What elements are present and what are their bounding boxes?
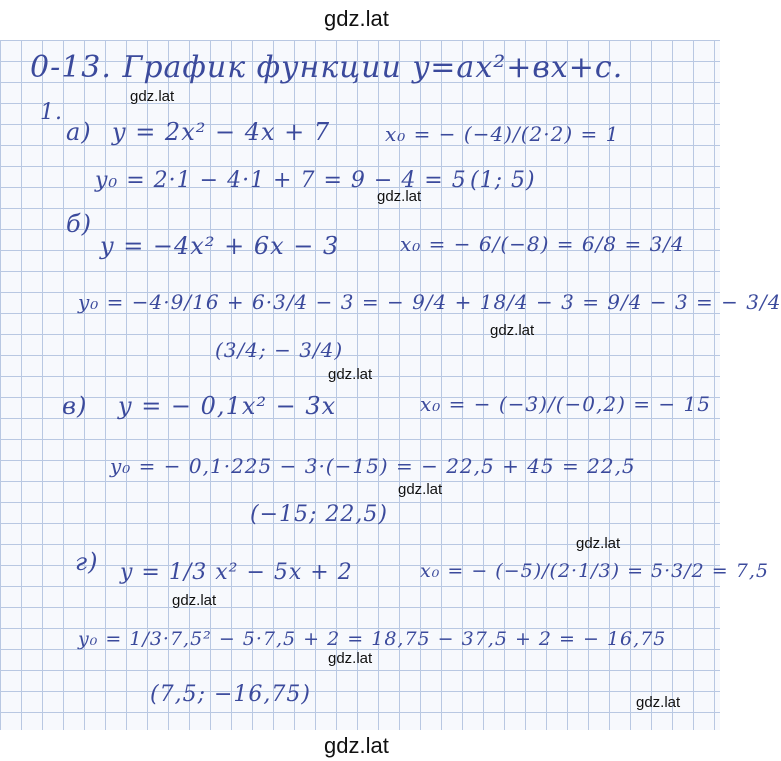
watermark: gdz.lat (377, 188, 422, 205)
watermark-bottom: gdz.lat (324, 733, 389, 758)
part-a-function: y = 2x² − 4x + 7 (112, 118, 331, 146)
watermark: gdz.lat (328, 650, 373, 667)
watermark: gdz.lat (576, 535, 621, 552)
title: 0-13. График функции y=ax²+вx+c. (30, 50, 624, 85)
part-b-x0: x₀ = − 6/(−8) = 6/8 = 3/4 (400, 232, 685, 256)
watermark: gdz.lat (490, 322, 535, 339)
part-d-label: г) (75, 548, 99, 576)
part-a-y0: y₀ = 2·1 − 4·1 + 7 = 9 − 4 = 5 (95, 168, 467, 193)
part-a-point: (1; 5) (470, 168, 536, 193)
part-b-function: y = −4x² + 6x − 3 (100, 232, 340, 260)
problem-number: 1. (40, 100, 63, 125)
part-c-x0: x₀ = − (−3)/(−0,2) = − 15 (420, 392, 711, 416)
part-b-point: (3/4; − 3/4) (215, 338, 344, 362)
part-b-y0: y₀ = −4·9/16 + 6·3/4 − 3 = − 9/4 + 18/4 − 3 = 9/4 − 3 = − 3/4 (78, 290, 781, 314)
part-d-function: y = 1/3 x² − 5x + 2 (120, 560, 353, 585)
part-c-function: y = − 0,1x² − 3x (118, 392, 337, 420)
part-d-y0: y₀ = 1/3·7,5² − 5·7,5 + 2 = 18,75 − 37,5 + 2 = − 16,75 (78, 628, 667, 650)
watermark-top: gdz.lat (324, 6, 389, 31)
watermark: gdz.lat (398, 481, 443, 498)
part-c-label: в) (62, 392, 88, 420)
watermark: gdz.lat (172, 592, 217, 609)
watermark: gdz.lat (636, 694, 681, 711)
part-c-point: (−15; 22,5) (250, 502, 388, 527)
watermark: gdz.lat (130, 88, 175, 105)
part-a-x0: x₀ = − (−4)/(2·2) = 1 (385, 122, 620, 146)
part-d-point: (7,5; −16,75) (150, 682, 311, 707)
part-a-label: а) (66, 118, 92, 146)
watermark: gdz.lat (328, 366, 373, 383)
part-d-x0: x₀ = − (−5)/(2·1/3) = 5·3/2 = 7,5 (420, 560, 769, 582)
part-b-label: б) (66, 210, 93, 238)
part-c-y0: y₀ = − 0,1·225 − 3·(−15) = − 22,5 + 45 = 22,5 (110, 454, 636, 478)
